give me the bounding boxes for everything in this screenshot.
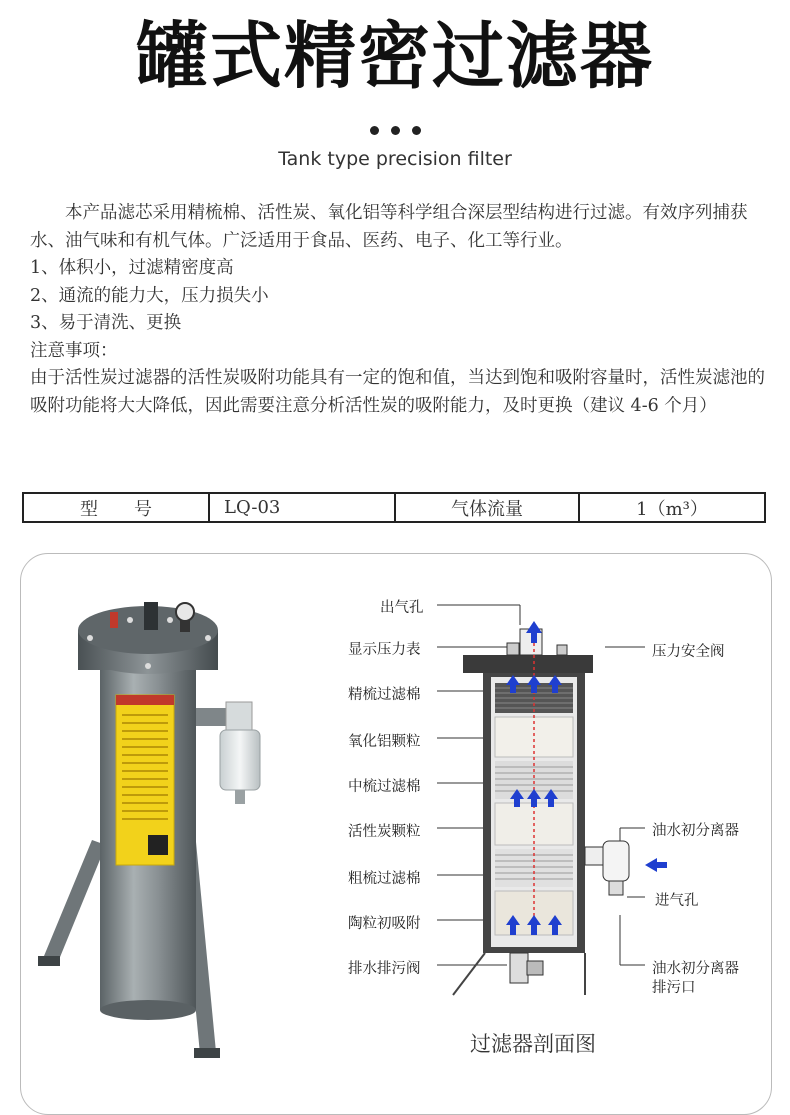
- table-row: [23, 493, 765, 522]
- decorative-dots: [0, 120, 790, 139]
- spec-table: [22, 492, 766, 523]
- safety-valve: [110, 612, 118, 628]
- label-safety-valve: 压力安全阀: [652, 644, 725, 660]
- arrow-left: [645, 858, 667, 872]
- label-separator-drain: 油水初分离器: [652, 961, 739, 977]
- label-pressure-gauge: 显示压力表: [348, 642, 421, 658]
- bolt: [167, 617, 173, 623]
- drain-pipe: [510, 953, 528, 983]
- intro-paragraph: 本产品滤芯采用精梳棉、活性炭、氧化铝等科学组合深层型结构进行过滤。有效序列捕获水、油气味和有机气体。广泛适用于食品、医药、电子、化工等行业。: [30, 203, 748, 251]
- label-outlet: 出气孔: [380, 600, 424, 616]
- label-drain-valve: 排水排污阀: [348, 961, 421, 977]
- label-fine-cotton: 精梳过滤棉: [348, 687, 421, 703]
- bolt: [87, 635, 93, 641]
- separator-cup: [220, 730, 260, 790]
- dot: [412, 126, 421, 135]
- flow-value-cell: 1（m³）: [579, 493, 765, 522]
- label-activated-carbon: 活性炭颗粒: [348, 824, 421, 840]
- gauge-port: [507, 643, 519, 655]
- bolt: [205, 635, 211, 641]
- diagram-leg: [453, 953, 485, 995]
- pressure-gauge: [176, 603, 194, 621]
- top-flange: [463, 655, 593, 673]
- separator-head: [226, 702, 252, 732]
- feature-item: 3、易于清洗、更换: [30, 313, 182, 333]
- page-subtitle: Tank type precision filter: [278, 148, 512, 170]
- notice-text: 由于活性炭过滤器的活性炭吸附功能具有一定的饱和值，当达到饱和吸附容量时，活性炭滤池的吸附功能将大大降低，因此需要注意分析活性炭的吸附能力，及时更换（建议 4-6 个月）: [30, 368, 765, 416]
- flow-label-cell: 气体流量: [395, 493, 579, 522]
- sticker-header: [116, 695, 174, 705]
- separator-drain: [235, 790, 245, 804]
- qr-code: [148, 835, 168, 855]
- outlet-fitting: [144, 602, 158, 630]
- separator-drain-port: [609, 881, 623, 895]
- dot: [370, 126, 379, 135]
- page-title: 罐式精密过滤器: [135, 14, 654, 98]
- label-alumina: 氧化铝颗粒: [348, 734, 421, 750]
- model-label-cell: 型 号: [23, 493, 209, 522]
- notice-title: 注意事项：: [30, 340, 118, 361]
- feature-item: 2、通流的能力大，压力损失小: [30, 285, 269, 306]
- product-description: [30, 200, 775, 420]
- gauge-stem: [180, 620, 190, 632]
- label-ceramic: 陶粒初吸附: [348, 916, 421, 932]
- product-photo: [30, 590, 330, 1060]
- leg-foot: [194, 1048, 220, 1058]
- bolt: [145, 663, 151, 669]
- label-drain-outlet: 排污口: [652, 980, 696, 996]
- label-coarse-cotton: 粗梳过滤棉: [348, 871, 421, 887]
- model-value-cell: LQ-03: [209, 493, 395, 522]
- label-oil-water-separator: 油水初分离器: [652, 823, 739, 839]
- dot: [391, 126, 400, 135]
- separator-body: [603, 841, 629, 881]
- tank-bottom: [100, 1000, 196, 1020]
- tank-leg: [44, 840, 106, 962]
- label-inlet: 进气孔: [655, 893, 699, 909]
- bolt: [127, 617, 133, 623]
- leg-foot: [38, 956, 60, 966]
- drain-valve: [527, 961, 543, 975]
- feature-item: 1、体积小，过滤精密度高: [30, 258, 234, 278]
- label-medium-cotton: 中梳过滤棉: [348, 779, 421, 795]
- diagram-caption: 过滤器剖面图: [470, 1032, 596, 1056]
- safety-valve-port: [557, 645, 567, 655]
